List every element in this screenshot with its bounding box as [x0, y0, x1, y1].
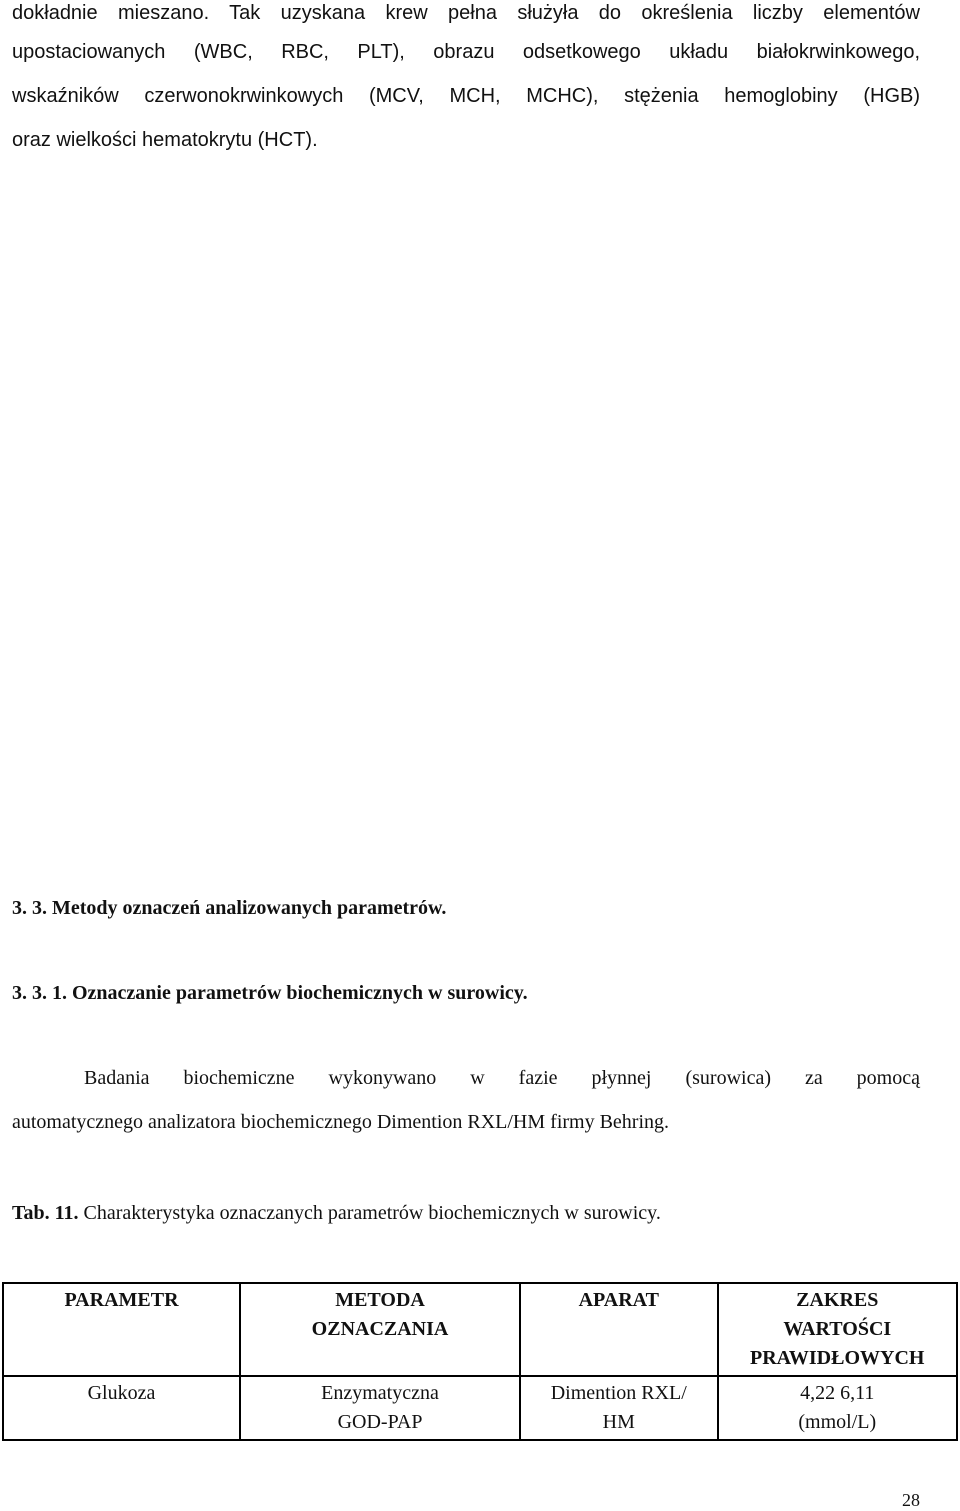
table-header-cell: METODA OZNACZANIA [240, 1283, 520, 1376]
section-heading: 3. 3. Metody oznaczeń analizowanych parametrów. [12, 897, 447, 919]
table-header-cell: APARAT [520, 1283, 717, 1376]
text-line: Badania biochemiczne wykonywano w fazie płynnej (surowica) za pomocą [84, 1067, 920, 1089]
table-header-cell: ZAKRES WARTOŚCI PRAWIDŁOWYCH [718, 1283, 958, 1376]
table-cell: Glukoza [3, 1376, 240, 1440]
text-line: dokładnie mieszano. Tak uzyskana krew pełna służyła do określenia liczby elementów [12, 2, 920, 24]
table-header-row [3, 1283, 957, 1376]
table-row [3, 1376, 957, 1440]
text-line: wskaźników czerwonokrwinkowych (MCV, MCH, MCHC), stężenia hemoglobiny (HGB) [12, 85, 920, 107]
table-cell: Enzymatyczna GOD-PAP [240, 1376, 520, 1440]
page-number: 28 [902, 1490, 920, 1510]
table-caption-label: Tab. 11. [12, 1202, 79, 1224]
parameters-table [2, 1282, 958, 1441]
text-line: oraz wielkości hematokrytu (HCT). [12, 129, 318, 151]
text-line: upostaciowanych (WBC, RBC, PLT), obrazu odsetkowego układu białokrwinkowego, [12, 41, 920, 63]
text-line: automatycznego analizatora biochemicznego Dimention RXL/HM firmy Behring. [12, 1111, 670, 1133]
table-header-cell: PARAMETR [3, 1283, 240, 1376]
table-caption [12, 1202, 661, 1225]
table-cell: 4,22 6,11 (mmol/L) [718, 1376, 958, 1440]
table-cell: Dimention RXL/ HM [520, 1376, 717, 1440]
table-caption-text: Charakterystyka oznaczanych parametrów biochemicznych w surowicy. [83, 1202, 661, 1224]
subsection-heading: 3. 3. 1. Oznaczanie parametrów biochemicznych w surowicy. [12, 982, 528, 1004]
